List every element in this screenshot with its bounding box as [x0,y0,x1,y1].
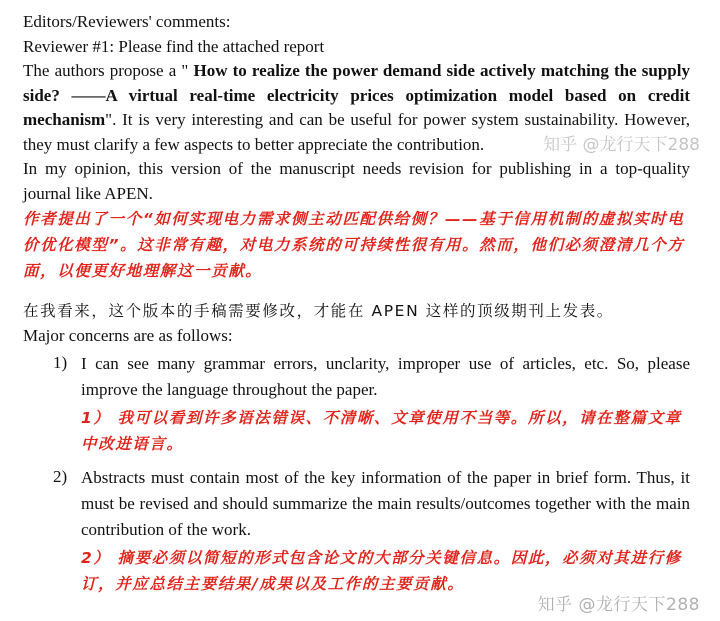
comments-heading: Editors/Reviewers' comments: [23,12,231,31]
reviewer-line: Reviewer #1: Please find the attached report [23,36,325,56]
intro-pre: The authors propose a " [23,61,189,80]
concern-number: 1) [53,352,68,372]
concern-cn-translation: 2） 摘要必须以简短的形式包含论文的大部分关键信息。因此，必须对其进行修订，并应总结主要结果/成果以及工作的主要贡献。 [81,548,682,593]
concern-item-1 [23,351,690,457]
watermark: 知乎 @龙行天下288 [537,595,700,615]
intro-post: ". It is very interesting and can be useful for power system sustainability. However, they must clarify a few aspects to better appreciate the contribution. [23,110,690,154]
opinion-cn-translation: 在我看来，这个版本的手稿需要修改，才能在 APEN 这样的顶级期刊上发表。 [23,302,614,320]
concerns-heading: Major concerns are as follows: [23,326,233,345]
opinion-paragraph: In my opinion, this version of the manuscript needs revision for publishing in a top-quality journal like APEN. [23,159,690,203]
paper-title: How to realize the power demand side actively matching the supply side? ——A virtual real-time electricity prices optimization model based on credit mechanism [23,61,690,129]
watermark-side: 知乎 @龙行天下288 [543,135,700,155]
concern-cn-translation: 1） 我可以看到许多语法错误、不清晰、文章使用不当等。所以，请在整篇文章中改进语言。 [81,408,682,453]
concern-number: 2) [53,466,68,486]
concern-text: Abstracts must contain most of the key information of the paper in brief form. Thus, it must be revised and should summarize the main results/outcomes together with the main contribution of the work. [81,467,690,539]
concern-text: I can see many grammar errors, unclarity, improper use of articles, etc. So, please improve the language throughout the paper. [81,353,690,399]
intro-cn-translation: 作者提出了一个“如何实现电力需求侧主动匹配供给侧？——基于信用机制的虚拟实时电价优化模型”。这非常有趣，对电力系统的可持续性很有用。然而，他们必须澄清几个方面，以便更好地理解这一贡献。 [23,210,685,280]
concern-item-2 [23,465,690,597]
